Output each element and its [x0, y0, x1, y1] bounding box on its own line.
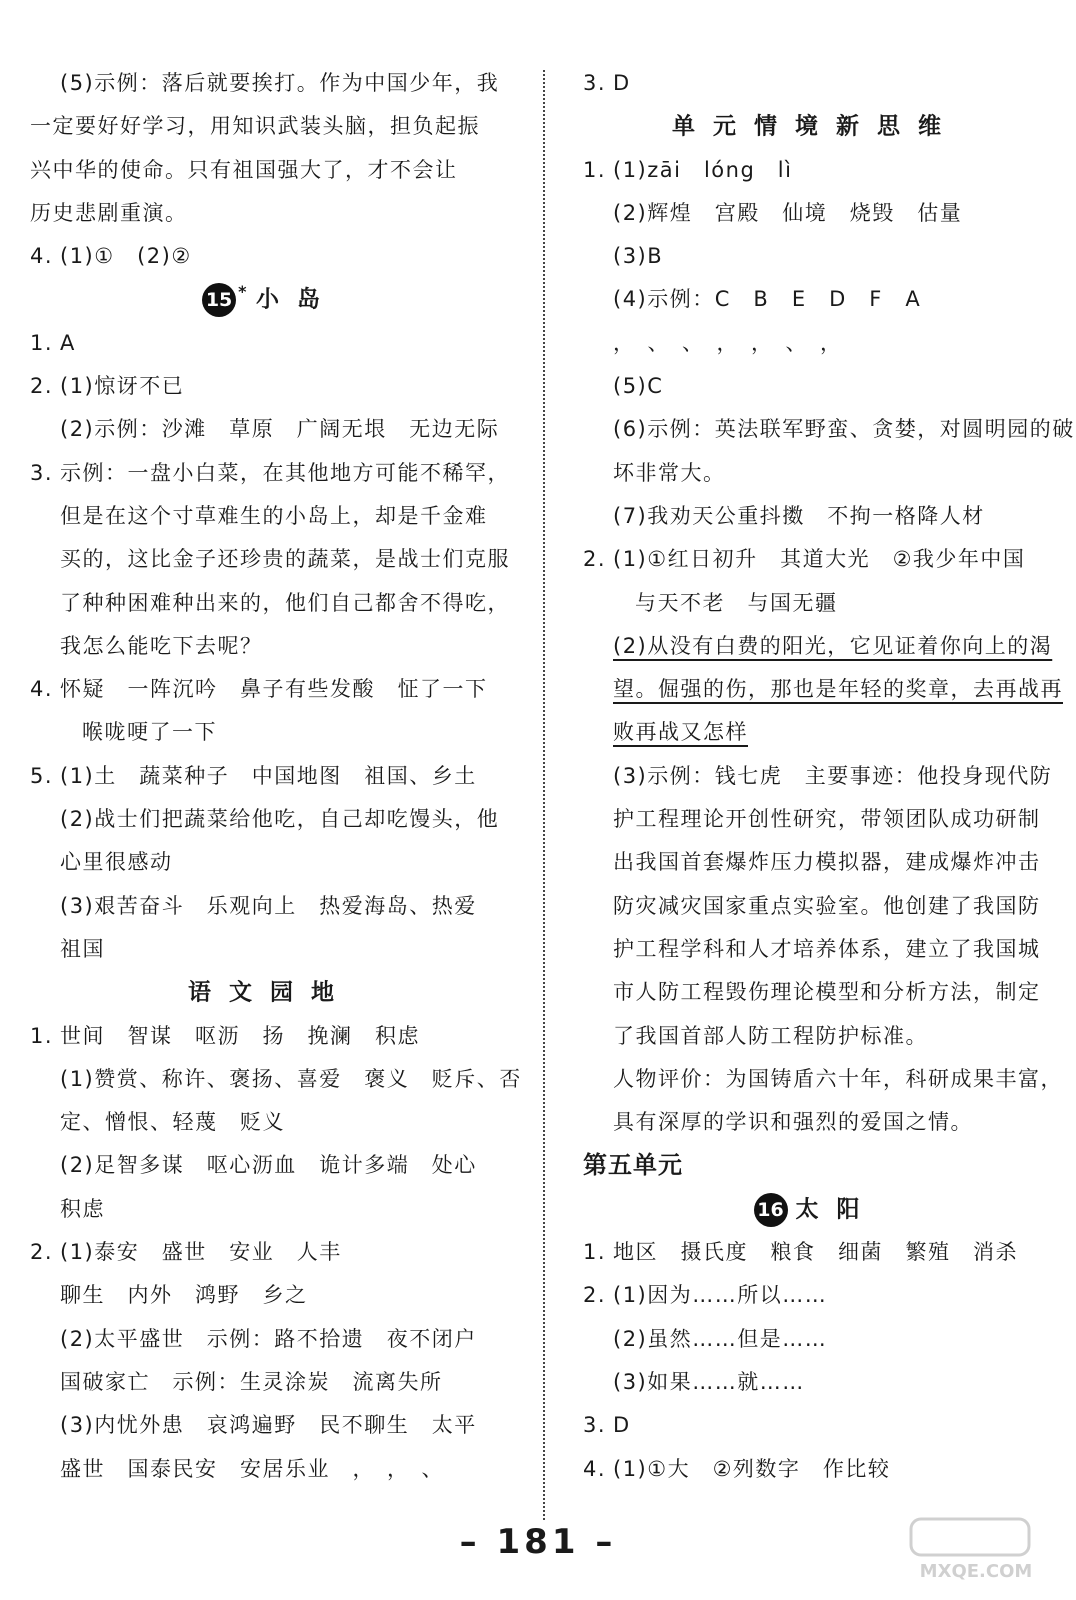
answer-text: (3)艰苦奋斗 乐观向上 热爱海岛、热爱: [60, 893, 477, 918]
question-number: 1.: [583, 1240, 607, 1265]
question-number: 3.: [30, 460, 54, 485]
answer-line: [583, 711, 1048, 754]
answer-line: [30, 192, 510, 235]
answer-text: 定、憎恨、轻蔑 贬义: [60, 1110, 285, 1135]
heading-title: 太阳: [795, 1196, 878, 1223]
question-number: 4.: [583, 1456, 607, 1481]
answer-line: [30, 755, 510, 798]
question-number: 4.: [30, 677, 54, 702]
answer-text: (1)①大 ②列数字 作比较: [613, 1456, 891, 1481]
answer-line: [30, 495, 510, 538]
answer-text: (6)示例：英法联军野蛮、贪婪，对圆明园的破: [613, 417, 1075, 442]
answer-line: [583, 885, 1048, 928]
answer-text: 买的，这比金子还珍贵的蔬菜，是战士们克服: [60, 547, 510, 572]
answer-text: (2)足智多谋 呕心沥血 诡计多端 处心: [60, 1153, 477, 1178]
answer-text: D: [613, 71, 631, 95]
answer-line: [30, 322, 510, 365]
answer-text: (2)从没有白费的阳光，它见证着你向上的渴: [613, 633, 1053, 658]
answer-text: 与天不老 与国无疆: [635, 590, 838, 615]
answer-text: (5)示例：落后就要挨打。作为中国少年，我: [60, 71, 500, 95]
section-heading: [30, 971, 510, 1014]
punctuation-answer-line: ，、、，，、，: [613, 330, 865, 355]
right-column: [583, 62, 1075, 1491]
answer-text: (1)土 蔬菜种子 中国地图 祖国、乡土: [60, 763, 477, 788]
answer-line: [30, 452, 510, 495]
answer-line: [583, 365, 1048, 408]
answer-text: (1)赞赏、称许、褒扬、喜爱 褒义 贬斥、否: [60, 1066, 522, 1091]
answer-line: [30, 1318, 510, 1361]
answer-line: [30, 668, 510, 711]
answer-text: 望。倔强的伤，那也是年轻的奖章，去再战再: [613, 677, 1063, 702]
answer-line: [30, 625, 510, 668]
question-number: 2.: [583, 547, 607, 572]
answer-line: [583, 1015, 1048, 1058]
answer-text: 喉咙哽了一下: [82, 720, 217, 745]
answer-text: 但是在这个寸草难生的小岛上，却是千金难: [60, 503, 488, 528]
answer-text: 世间 智谋 呕沥 扬 挽澜 积虑: [60, 1023, 420, 1048]
answer-line: [583, 755, 1053, 798]
heading-title: 小岛: [255, 286, 338, 313]
answer-text: 历史悲剧重演。: [30, 200, 188, 225]
answer-text: (3)内忧外患 哀鸿遍野 民不聊生 太平: [60, 1413, 477, 1438]
answer-text: 出我国首套爆炸压力模拟器，建成爆炸冲击: [613, 850, 1041, 875]
answer-text: 积虑: [60, 1196, 105, 1221]
question-number: 1.: [583, 157, 607, 182]
answer-line: [30, 1015, 510, 1058]
question-number: 1.: [30, 330, 54, 355]
answer-text: (1)因为……所以……: [613, 1283, 828, 1308]
answer-line: [30, 841, 510, 884]
answer-line: [583, 149, 1048, 192]
answer-text: 示例：一盘小白菜，在其他地方可能不稀罕，: [60, 460, 510, 485]
section-heading: [30, 278, 510, 321]
question-number: 2.: [30, 1240, 54, 1265]
answer-text: A: [60, 330, 76, 355]
answer-line: [30, 62, 510, 105]
answer-text: (7)我劝天公重抖擞 不拘一格降人材: [613, 503, 985, 528]
answer-text: (2)太平盛世 示例：路不拾遗 夜不闭户: [60, 1326, 477, 1351]
answer-text: 我怎么能吃下去呢？: [60, 633, 263, 658]
answer-text: 兴中华的使命。只有祖国强大了，才不会让: [30, 157, 458, 182]
answer-text: 地区 摄氏度 粮食 细菌 繁殖 消杀: [613, 1240, 1018, 1265]
answer-line: [583, 278, 1048, 321]
answer-line: [583, 495, 1048, 538]
answer-text: 一定要好好学习，用知识武装头脑，担负起振: [30, 114, 480, 139]
answer-line: [30, 928, 510, 971]
answer-line: [30, 365, 510, 408]
answer-text: 防灾减灾国家重点实验室。他创建了我国防: [613, 893, 1041, 918]
answer-line: [30, 1188, 510, 1231]
answer-line: [30, 235, 510, 278]
watermark-text: MXQE.COM: [919, 1561, 1033, 1582]
answer-line: [583, 841, 1048, 884]
page-number: – 181 –: [459, 1522, 617, 1562]
answer-line: [30, 1404, 510, 1447]
answer-line: [583, 928, 1048, 971]
answer-text: 护工程理论开创性研究，带领团队成功研制: [613, 807, 1041, 832]
answer-line: [30, 582, 510, 625]
question-number: 3.: [583, 1413, 607, 1438]
answer-line: [583, 452, 1048, 495]
answer-line: [30, 538, 510, 581]
answer-line: [583, 538, 1048, 581]
answer-text: (2)示例：沙滩 草原 广阔无垠 无边无际: [60, 417, 500, 442]
answer-text: 盛世 国泰民安 安居乐业 ， ， 、: [60, 1456, 444, 1481]
left-column: [30, 62, 522, 1491]
answer-line: [30, 408, 510, 451]
answer-line: [30, 1361, 510, 1404]
answer-text: 了我国首部人防工程防护标准。: [613, 1023, 928, 1048]
question-number: 2.: [583, 1283, 607, 1308]
answer-line: [583, 1404, 1048, 1447]
answer-text: (2)虽然……但是……: [613, 1326, 828, 1351]
answer-text: 聊生 内外 鸿野 乡之: [60, 1283, 308, 1308]
answer-line: [583, 1448, 1048, 1491]
answer-text: (1)zāi lóng lì: [613, 157, 793, 182]
lesson-number-badge: 16: [754, 1193, 788, 1227]
answer-text: (2)战士们把蔬菜给他吃，自己却吃馒头，他: [60, 807, 500, 832]
answer-line: [583, 1361, 1048, 1404]
answer-text: 具有深厚的学识和强烈的爱国之情。: [613, 1110, 973, 1135]
answer-line: [583, 668, 1063, 711]
question-number: 2.: [30, 374, 54, 399]
answer-text: 人物评价：为国铸盾六十年，科研成果丰富，: [613, 1066, 1063, 1091]
answer-text: (1)惊讶不已: [60, 374, 185, 399]
watermark-logo: [901, 1515, 1051, 1585]
answer-text: (4)示例：C B E D F A: [613, 287, 922, 312]
answer-line: [583, 192, 1048, 235]
answer-line: [583, 1318, 1048, 1361]
answer-line: [583, 408, 1075, 451]
answer-text: D: [613, 1413, 631, 1438]
answer-line: [30, 798, 510, 841]
answer-text: 坏非常大。: [613, 460, 726, 485]
answer-text: 了种种困难种出来的，他们自己都舍不得吃，: [60, 590, 510, 615]
answer-line: [583, 1274, 1048, 1317]
answer-line: [583, 1101, 1048, 1144]
answer-line: [583, 582, 1048, 625]
answer-text: 败再战又怎样: [613, 720, 748, 745]
question-number: 1.: [30, 1023, 54, 1048]
answer-line: [583, 625, 1053, 668]
heading-title: 单元情境新思维: [672, 113, 959, 140]
answer-line: [30, 1448, 510, 1491]
answer-line: [583, 235, 1048, 278]
answer-text: 祖国: [60, 936, 105, 961]
answer-text: 怀疑 一阵沉吟 鼻子有些发酸 怔了一下: [60, 677, 488, 702]
section-heading: [583, 1188, 1048, 1231]
answer-text: 心里很感动: [60, 850, 173, 875]
question-number: 4.: [30, 244, 54, 269]
answer-line: [583, 1058, 1063, 1101]
answer-line: [583, 1231, 1048, 1274]
answer-text: (1)①红日初升 其道大光 ②我少年中国: [613, 547, 1026, 572]
answer-text: (1)泰安 盛世 安业 人丰: [60, 1240, 342, 1265]
answer-text: (3)如果……就……: [613, 1369, 805, 1394]
question-number: 5.: [30, 763, 54, 788]
answer-text: (3)示例：钱七虎 主要事迹：他投身现代防: [613, 763, 1053, 788]
answer-line: [30, 149, 510, 192]
answer-line: [583, 798, 1048, 841]
unit-heading: 第五单元: [583, 1151, 683, 1180]
answer-text: 国破家亡 示例：生灵涂炭 流离失所: [60, 1369, 443, 1394]
answer-text: 市人防工程毁伤理论模型和分析方法，制定: [613, 980, 1041, 1005]
answer-text: (3)B: [613, 244, 664, 269]
answer-line: [30, 105, 510, 148]
answer-line: [30, 1058, 522, 1101]
answer-text: (5)C: [613, 374, 664, 399]
answer-line: [30, 885, 510, 928]
star-mark: *: [238, 282, 248, 302]
answer-text: 护工程学科和人才培养体系，建立了我国城: [613, 936, 1041, 961]
answer-line: [30, 1274, 510, 1317]
question-number: 3.: [583, 71, 607, 95]
answer-text: (1)① (2)②: [60, 244, 192, 269]
answer-line: [30, 1231, 510, 1274]
answer-line: [30, 1101, 510, 1144]
section-heading: [583, 105, 1048, 148]
answer-text: (2)辉煌 宫殿 仙境 烧毁 估量: [613, 200, 963, 225]
column-divider: [543, 70, 545, 1520]
heading-title: 语文园地: [188, 979, 352, 1006]
lesson-number-badge: 15: [202, 283, 236, 317]
answer-line: [30, 1144, 510, 1187]
answer-line: [583, 62, 1048, 105]
answer-line: [30, 711, 510, 754]
answer-line: [583, 971, 1048, 1014]
